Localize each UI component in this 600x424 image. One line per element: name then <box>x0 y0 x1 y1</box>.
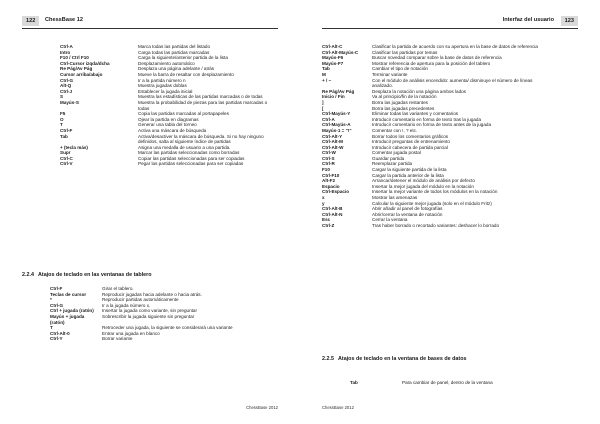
shortcut-description: Introducir comentario en forma de texto tras la jugada <box>372 116 482 122</box>
table-row <box>60 161 278 167</box>
shortcut-description: Copiar las partidas seleccionadas para ser copiadas <box>138 155 245 161</box>
shortcut-description: Carga todas las partidas marcadas <box>138 49 210 55</box>
shortcut-key: Ctrl-Cursor izqda/dcha <box>60 60 110 66</box>
shortcut-key: Tab <box>350 380 358 385</box>
shortcut-description: Ir a la partida número n <box>138 77 186 83</box>
right-page <box>300 0 600 424</box>
shortcut-key: Tab <box>60 133 68 139</box>
shortcut-key: Alt-F2 <box>322 178 336 184</box>
shortcut-key: Ctrl-G <box>60 77 74 83</box>
shortcut-description: Borra las jugadas precedentes <box>372 105 435 111</box>
shortcut-key: Ctrl-Alt-Y <box>322 133 343 139</box>
shortcut-key: Mayús-F6 <box>322 55 344 61</box>
shortcut-description: Desplaza una página adelante / atrás <box>138 66 215 72</box>
shortcut-description: Muestra las estadísticas de las partidas marcadas o de todas <box>138 94 263 100</box>
shortcut-table <box>322 44 540 229</box>
shortcut-description: Terminar variante <box>372 71 408 77</box>
shortcut-description: Eliminar todas las variantes y comentarios <box>372 111 459 117</box>
right-page-header <box>322 16 578 29</box>
shortcut-description: Desplazamiento automático <box>138 60 195 66</box>
shortcut-key: Ctrl-Alt-N <box>322 211 343 217</box>
shortcut-description: Introducir preguntas de entrenamiento <box>372 139 450 145</box>
shortcut-key: Supr <box>60 150 71 156</box>
shortcut-description: Calcular la siguiente mejor jugada (solo en el módulo Fritz) <box>372 200 492 206</box>
shortcut-description: Abrir/cerrar la ventana de notación <box>372 211 443 217</box>
table-row <box>350 380 550 386</box>
shortcut-key: Ctrl-F10 <box>322 172 340 178</box>
shortcut-key: T <box>60 122 63 128</box>
shortcut-key: Ctrl-S <box>322 155 335 161</box>
shortcut-key: Ctrl-C <box>60 155 73 161</box>
shortcut-table <box>50 286 250 342</box>
shortcut-description: Ojear la partida en diagramas <box>138 116 199 122</box>
shortcut-description: Insertar la mejor variante de todos los módulos en la notación <box>372 189 498 195</box>
header-title: Interfaz del usuario <box>502 17 554 23</box>
shortcut-key: Ctrl-Mayús-Y <box>322 111 351 117</box>
shortcut-key: Ctrl-Alt-C <box>322 44 343 49</box>
shortcut-description: Cambiar el tipo de notación <box>372 66 428 72</box>
shortcut-description: Generar una tabla del torneo <box>138 122 197 128</box>
shortcut-key: Ctrl + jugada (ratón) <box>50 308 94 314</box>
shortcut-key: Espacio <box>322 183 340 189</box>
shortcut-key: Ctrl-Alt-Mayús-C <box>322 49 359 55</box>
shortcut-description: Insertar la mejor jugada del módulo en la notación <box>372 183 474 189</box>
shortcut-description: Marca todas las partidas del listado <box>138 44 211 49</box>
shortcut-key: Ctrl-G <box>50 302 64 308</box>
shortcut-description: Reproducir partidas automáticamente <box>102 297 179 303</box>
shortcut-description: Arrancar/detener el módulo de análisis por defecto <box>372 178 475 184</box>
shortcut-description: Introducir cabecera de partida parcial <box>372 144 448 150</box>
shortcut-description: Marcar las partidas seleccionadas como borradas <box>138 150 240 156</box>
shortcut-key: Ctrl-Alt-M <box>322 139 343 145</box>
shortcut-key: + / − <box>322 77 332 83</box>
shortcut-key: Ctrl-Y <box>50 336 63 342</box>
shortcut-description: Pegar las partidas seleccionadas para ser copiadas <box>138 161 244 167</box>
section-heading <box>322 356 467 362</box>
shortcut-key: Mayús-S <box>60 99 79 105</box>
shortcut-key: Ctrl-Mayús-A <box>322 122 351 128</box>
shortcut-key: Ctrl-A <box>60 44 73 49</box>
shortcut-description: Va al principio/fin de la notación <box>372 94 437 100</box>
table-row <box>60 100 278 111</box>
shortcut-key: x <box>322 195 325 201</box>
shortcut-key: y <box>322 200 325 206</box>
table-row <box>50 336 250 342</box>
shortcut-description: Reemplazar partida <box>372 161 413 167</box>
shortcut-key: Ctrl-Espacio <box>322 189 350 195</box>
shortcut-key: Ctrl-J <box>60 88 72 94</box>
shortcut-key: Ctrl-Alt-B <box>322 206 343 212</box>
shortcut-key: Ctrl-A <box>322 116 335 122</box>
shortcut-key: T <box>50 325 53 331</box>
shortcut-key: F10 <box>322 167 330 173</box>
shortcut-key: Ctrl-V <box>60 161 73 167</box>
table-row <box>322 223 540 229</box>
shortcut-description: Desplaza la notación una página ambos lados <box>372 88 466 94</box>
shortcut-description: Insertar la jugada como variante, sin preguntar <box>102 308 197 314</box>
shortcut-key: Teclas de cursor <box>50 291 87 297</box>
shortcut-key: S <box>60 94 64 100</box>
shortcut-description: Cargar la siguiente partida de la lista <box>372 167 447 173</box>
shortcut-description: Muestra jugadas doblas <box>138 83 187 89</box>
shortcut-key: M <box>322 71 326 77</box>
shortcut-description: Activa/desactiver la máscara de búsqueda. Si no hay ninguno definidos, salta al siguiente índice de partidas <box>138 133 264 145</box>
shortcut-description: Abrir añadir al panel de fotografías <box>372 206 443 212</box>
shortcut-description: Para cambiar de panel, dentro de la ventana <box>402 380 493 385</box>
shortcut-description: Copia las partidas marcadas al portapapeles <box>138 111 229 117</box>
page-footer: ChessBase 2012 <box>246 405 278 410</box>
shortcut-description: Sobrescribir la jugada siguiente sin preguntar <box>102 313 195 319</box>
shortcut-description: Asigna una medalla de usuario a una partida. <box>138 144 231 150</box>
shortcut-key: Tab <box>322 66 330 72</box>
section-title: Atajos de teclado en las ventanas de tablero <box>38 272 152 278</box>
shortcut-key: * <box>50 297 52 303</box>
table-row <box>50 314 250 325</box>
page-number: 123 <box>561 16 578 26</box>
shortcut-key: Ctrl-R <box>322 161 335 167</box>
shortcut-key: [ <box>322 105 324 111</box>
shortcut-description: Muestra la probabilidad de piezas para las partidas marcadas o todas <box>138 99 268 111</box>
shortcut-description: Cerrar la ventana <box>372 217 408 223</box>
shortcut-description: Comentar con !, ? etc. <box>372 127 418 133</box>
shortcut-description: Clasificar la partida de acuerdo con su apertura en la base de datos de referencia <box>372 44 538 49</box>
shortcut-key: Inicio / Fin <box>322 94 345 100</box>
shortcut-description: Cargar la partida anterior de la lista <box>372 172 444 178</box>
shortcut-key: Ctrl-Z <box>322 223 335 228</box>
shortcut-description: Mueve la barra de resaltar con desplazamiento <box>138 71 234 77</box>
shortcut-key: F5 <box>60 111 66 117</box>
shortcut-description: Buscar novedad comparar sobre la base de datos de referencia <box>372 55 502 61</box>
shortcut-key: Mayús-F7 <box>322 60 344 66</box>
shortcut-key: Intro <box>60 49 71 55</box>
page-footer: ChessBase 2012 <box>322 405 354 410</box>
shortcut-description: Entrar una jugada en blanco <box>102 330 160 336</box>
shortcut-description: Activa una máscara de búsqueda <box>138 127 207 133</box>
shortcut-description: Borrar variante <box>102 336 133 342</box>
section-heading <box>22 272 152 278</box>
shortcut-key: Mayús-1 = "!" <box>322 127 352 133</box>
shortcut-key: Ctrl-W <box>322 150 336 156</box>
section-number: 2.2.5 <box>322 356 334 362</box>
shortcut-description: Carga la siguiente/anterior partida de la lista <box>138 55 228 61</box>
shortcut-description: Borrar todos los comentarios gráficos <box>372 133 449 139</box>
shortcut-description: Reproducir jugadas hacia adelante o hacia atrás. <box>102 291 202 297</box>
shortcut-description: Girar el tablero. <box>102 286 134 291</box>
shortcut-key: Alt-Q <box>60 83 72 89</box>
shortcut-key: Cursor arriba/abajo <box>60 71 103 77</box>
shortcut-description: Establecer la jugada inicial <box>138 88 193 94</box>
section-number: 2.2.4 <box>22 272 34 278</box>
shortcut-description: Con el módulo de análisis encendido: aumenta/ disminuye el número de líneas analizado. <box>372 77 533 89</box>
left-page-header <box>22 16 278 29</box>
section-title: Atajos de teclado en la ventana de bases de datos <box>338 356 467 362</box>
shortcut-description: Comentar jugada postal <box>372 150 421 156</box>
shortcut-key: Re Pág/Av Pág <box>322 88 355 94</box>
shortcut-key: + (tecla más) <box>60 144 88 150</box>
shortcut-key: O <box>60 116 64 122</box>
shortcut-description: Clasificar las partidas por temas <box>372 49 438 55</box>
shortcut-description: Mostrar referencia de apertura para la posición del tablero <box>372 60 491 66</box>
shortcut-description: Guardar partida <box>372 155 405 161</box>
shortcut-table <box>350 380 550 386</box>
shortcut-key: Re Pág/Av Pág <box>60 66 93 72</box>
shortcut-description: Mostrar las amenazas <box>372 195 418 201</box>
table-row <box>60 134 278 145</box>
shortcut-description: Retroceder una jugada, la siguiente se considerará una variante <box>102 325 233 331</box>
shortcut-key: Ctrl-F <box>50 286 63 291</box>
shortcut-table <box>60 44 278 167</box>
shortcut-key: Ctrl-Alt-W <box>322 144 344 150</box>
shortcut-key: Esc <box>322 217 331 223</box>
shortcut-key: Mayús + jugada (ratón) <box>50 313 85 325</box>
table-row <box>322 78 540 89</box>
shortcut-description: Introducir comentario en forma de texto antes de la jugada <box>372 122 491 128</box>
shortcut-description: Borra las jugadas restantes <box>372 99 428 105</box>
shortcut-key: Ctrl-F <box>60 127 73 133</box>
header-title: ChessBase 12 <box>45 17 83 23</box>
page-number: 122 <box>22 16 39 26</box>
shortcut-key: Ctrl-Alt-0 <box>50 330 70 336</box>
shortcut-description: Ir a la jugada número x. <box>102 302 151 308</box>
shortcut-key: ] <box>322 99 324 105</box>
shortcut-description: Tras haber borrado o recortado variantes: deshacer lo borrado <box>372 223 499 228</box>
shortcut-key: F10 / Ctrl F10 <box>60 55 89 61</box>
